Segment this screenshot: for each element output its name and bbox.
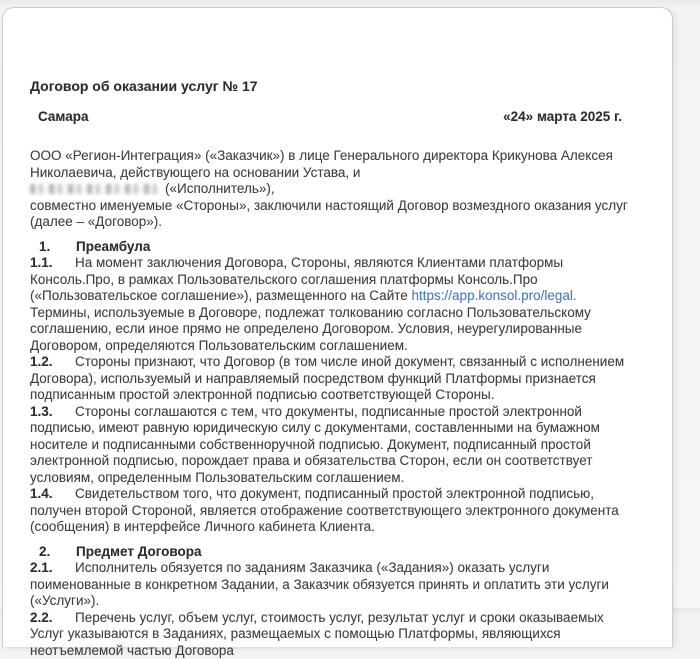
clause-number: 1.1. — [30, 255, 75, 272]
clause-text: Стороны соглашаются с тем, что документы, подписанные простой электронной подписью, имеют равную юридическую силу с документами, составленными на бумажном носителе и подписанными собственноручной подписью. Документ, подписанный простой электронной подписью, порождает права и обязательства Сторон, если он соответствует условиям, определенным Пользовательским соглашением. — [30, 404, 600, 485]
clause-number: 1.2. — [30, 354, 75, 371]
contract-clause — [30, 255, 638, 354]
city-date-row — [30, 109, 638, 126]
clause-number: 2.1. — [30, 560, 75, 577]
clause-text: Стороны признают, что Договор (в том числе иной документ, связанный с исполнением Договора), используемый и направляемый посредством функций Платформы признается подписанным простой электронной подписью соответствующей Стороны. — [30, 354, 624, 402]
section-title: Преамбула — [76, 239, 150, 254]
contract-clause — [30, 560, 638, 610]
intro-line-parties: ООО «Регион-Интеграция» («Заказчик») в лице Генерального директора Крикунова Алексея Николаевича, действующего на основании Устава, и — [30, 148, 638, 181]
document-page — [2, 7, 673, 647]
document-title: Договор об оказании услуг № 17 — [30, 78, 638, 95]
redacted-text — [30, 184, 158, 194]
clause-text: Свидетельством того, что документ, подписанный простой электронной подписью, получен второй Стороной, является отображение соответствующего электронного документа (сообщения) в интерфейсе Личного кабинета Клиента. — [30, 486, 619, 534]
clause-number: 1.3. — [30, 404, 75, 421]
intro-paragraph — [30, 148, 638, 231]
contract-clause — [30, 486, 638, 536]
section-number: 1. — [39, 239, 76, 256]
intro-line-executor — [30, 181, 638, 198]
contract-clause — [30, 404, 638, 487]
intro-line-agreement: совместно именуемые «Стороны», заключили настоящий Договор возмездного оказания услуг (далее – «Договор»). — [30, 198, 638, 231]
sections — [30, 239, 638, 659]
contract-clause — [30, 610, 638, 659]
clause-text: Исполнитель обязуется по заданиям Заказчика («Задания») оказать услуги поименованные в конкретном Задании, а Заказчик обязуется принять и оплатить эти услуги («Услуги»). — [30, 560, 609, 608]
clause-text: Термины, используемые в Договоре, подлежат толкованию согласно Пользовательскому соглашению, если иное прямо не определено Договором. Условия, неурегулированные Договором, определяются Пользовательским соглашением. — [30, 305, 591, 353]
section-heading — [30, 544, 638, 561]
clause-number: 1.4. — [30, 486, 75, 503]
section-number: 2. — [39, 544, 76, 561]
clause-text: На момент заключения Договора, Стороны, являются Клиентами платформы Консоль.Про, в рамках Пользовательского соглашения платформы Консоль.Про («Пользовательское соглашение»), размещенного на Сайте — [30, 255, 563, 303]
contract-clause — [30, 354, 638, 404]
section-heading — [30, 239, 638, 256]
clause-number: 2.2. — [30, 610, 75, 627]
legal-url-link[interactable]: https://app.konsol.pro/legal. — [412, 288, 577, 303]
date-label: «24» марта 2025 г. — [503, 109, 622, 126]
place-label: Самара — [38, 109, 89, 126]
executor-label: («Исполнитель»), — [165, 181, 275, 196]
clause-text: Перечень услуг, объем услуг, стоимость услуг, результат услуг и сроки оказываемых Услуг указываются в Заданиях, размещаемых с помощью Платформы, являющихся неотъемлемой частью Договора — [30, 610, 604, 658]
section-title: Предмет Договора — [76, 544, 202, 559]
